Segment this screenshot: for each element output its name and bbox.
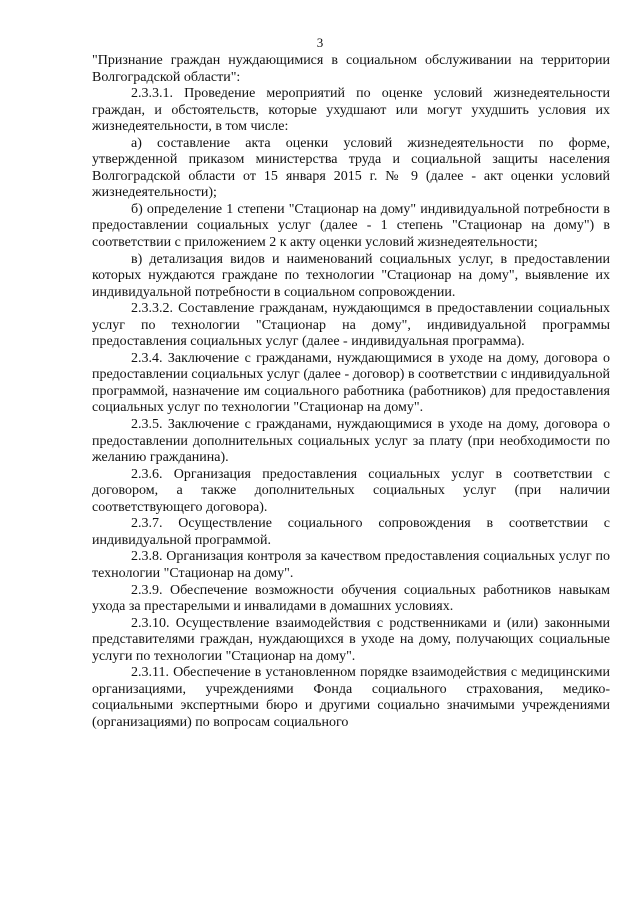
paragraph-2-3-4: 2.3.4. Заключение с гражданами, нуждающимися в уходе на дому, договора о предоставлении социальных услуг (далее - договор) в соответствии с индивидуальной программой, назначение им социального работника (работников) для предоставления социальных услуг по технологии "Стационар на дому".: [92, 350, 610, 416]
paragraph-item-a: а) составление акта оценки условий жизнедеятельности по форме, утвержденной приказом министерства труда и социальной защиты населения Волгоградской области от 15 января 2015 г. № 9 (далее - акт оценки условий жизнедеятельности);: [92, 135, 610, 201]
paragraph-2-3-7: 2.3.7. Осуществление социального сопровождения в соответствии с индивидуальной программой.: [92, 516, 610, 548]
paragraph-item-b: б) определение 1 степени "Стационар на дому" индивидуальной потребности в предоставлении социальных услуг (далее - 1 степень "Стационар на дому") в соответствии с приложением 2 к акту оценки условий жизнедеятельности;: [92, 201, 610, 251]
page-number: 3: [316, 35, 324, 50]
paragraph-item-v: в) детализация видов и наименований социальных услуг, в предоставлении которых нуждаются граждане по технологии "Стационар на дому", выявление их индивидуальной потребности в социальном сопровождении.: [92, 251, 610, 300]
paragraph-2-3-8: 2.3.8. Организация контроля за качеством предоставления социальных услуг по технологии "Стационар на дому".: [92, 549, 610, 581]
paragraph-2-3-9: 2.3.9. Обеспечение возможности обучения социальных работников навыкам ухода за престарелыми и инвалидами в домашних условиях.: [92, 582, 610, 615]
paragraph-2-3-6: 2.3.6. Организация предоставления социальных услуг в соответствии с договором, а также дополнительных социальных услуг (при наличии соответствующего договора).: [92, 466, 610, 515]
paragraph-section-title: "Признание граждан нуждающимися в социальном обслуживании на территории Волгоградской области":: [92, 53, 610, 85]
paragraph-2-3-3-1: 2.3.3.1. Проведение мероприятий по оценке условий жизнедеятельности граждан, и обстоятельств, которые ухудшают или могут ухудшить условия их жизнедеятельности, в том числе:: [92, 86, 610, 135]
paragraph-2-3-3-2: 2.3.3.2. Составление гражданам, нуждающимся в предоставлении социальных услуг по технологии "Стационар на дому", индивидуальной программы предоставления социальных услуг (далее - индивидуальная программа).: [92, 301, 610, 350]
document-body: [92, 53, 610, 731]
paragraph-2-3-11: 2.3.11. Обеспечение в установленном порядке взаимодействия с медицинскими организациями, учреждениями Фонда социального страхования, медико-социальными экспертными бюро и другими социально значимыми учреждениями (организациями) по вопросам социального: [92, 665, 610, 730]
paragraph-2-3-10: 2.3.10. Осуществление взаимодействия с родственниками и (или) законными представителями граждан, нуждающихся в уходе на дому, получающих социальные услуги по технологии "Стационар на дому".: [92, 615, 610, 664]
paragraph-2-3-5: 2.3.5. Заключение с гражданами, нуждающимися в уходе на дому, договора о предоставлении дополнительных социальных услуг за плату (при необходимости по желанию гражданина).: [92, 417, 610, 466]
